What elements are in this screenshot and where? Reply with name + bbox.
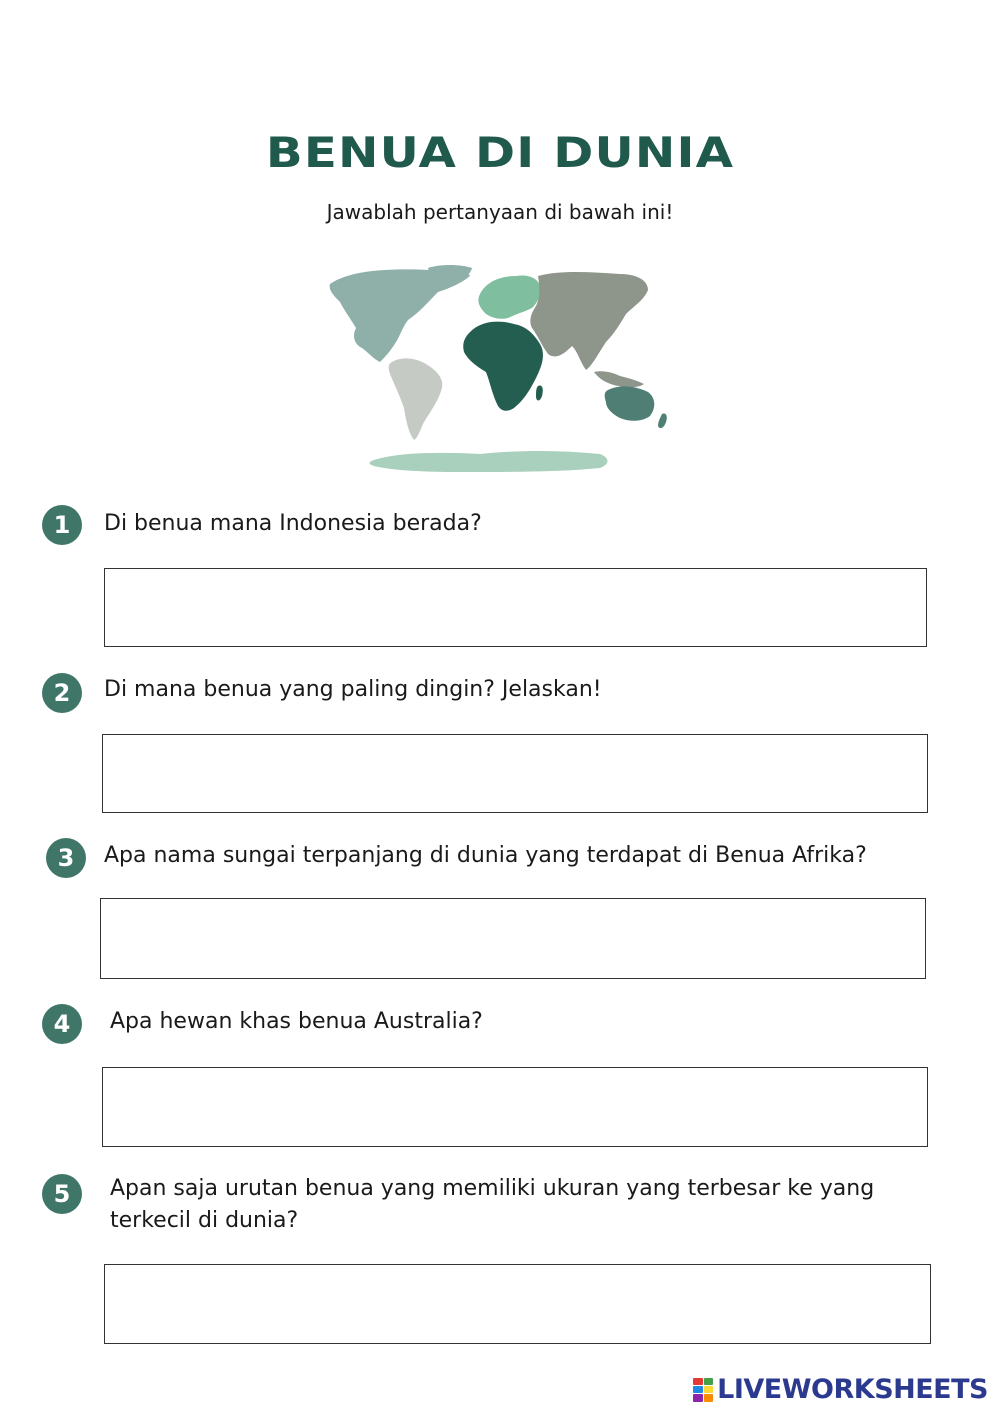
question-text-3: Apa nama sungai terpanjang di dunia yang terdapat di Benua Afrika? bbox=[104, 843, 867, 868]
answer-field-3[interactable] bbox=[100, 898, 926, 979]
liveworksheets-logo bbox=[693, 1374, 988, 1405]
map-southeast-asia bbox=[594, 371, 644, 387]
answer-field-1[interactable] bbox=[104, 568, 927, 647]
map-africa bbox=[463, 322, 543, 411]
question-text-1: Di benua mana Indonesia berada? bbox=[104, 511, 482, 536]
map-madagascar bbox=[536, 385, 543, 400]
worksheet-title: BENUA DI DUNIA bbox=[265, 128, 735, 177]
map-new-zealand bbox=[658, 413, 667, 428]
answer-field-4[interactable] bbox=[102, 1067, 928, 1147]
question-number-1: 1 bbox=[42, 505, 82, 545]
liveworksheets-brand-text: LIVEWORKSHEETS bbox=[717, 1374, 988, 1405]
map-south-america bbox=[389, 358, 443, 440]
liveworksheets-logo-icon bbox=[693, 1378, 713, 1402]
question-number-2: 2 bbox=[42, 673, 82, 713]
worksheet-subtitle: Jawablah pertanyaan di bawah ini! bbox=[326, 200, 674, 224]
question-number-4: 4 bbox=[42, 1004, 82, 1044]
map-australia bbox=[605, 386, 655, 420]
map-antarctica bbox=[370, 451, 608, 472]
map-europe bbox=[478, 275, 540, 318]
answer-field-2[interactable] bbox=[102, 734, 928, 813]
map-asia bbox=[530, 272, 648, 370]
question-number-5: 5 bbox=[42, 1174, 82, 1214]
question-text-2: Di mana benua yang paling dingin? Jelaskan! bbox=[104, 677, 602, 702]
question-text-4: Apa hewan khas benua Australia? bbox=[110, 1009, 483, 1034]
question-text-5: Apan saja urutan benua yang memiliki ukuran yang terbesar ke yang terkecil di dunia? bbox=[110, 1176, 875, 1233]
world-map-image bbox=[310, 262, 690, 476]
answer-field-5[interactable] bbox=[104, 1264, 931, 1344]
question-number-3: 3 bbox=[46, 838, 86, 878]
